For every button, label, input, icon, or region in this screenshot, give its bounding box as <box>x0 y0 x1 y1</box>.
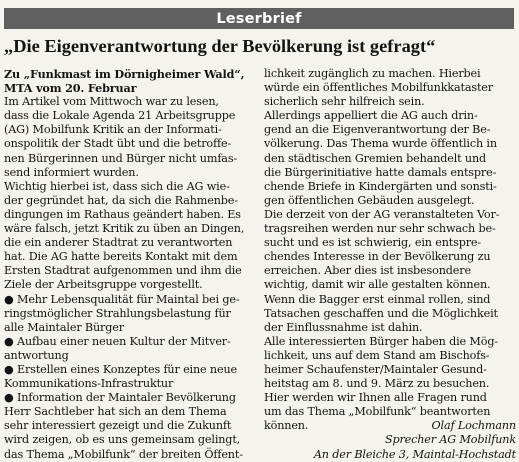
section-banner <box>4 8 514 29</box>
right-column-text-line: der Einflussnahme ist dahin. <box>264 320 423 334</box>
right-column-text-line: chendes Interesse in der Bevölkerung zu <box>264 250 491 264</box>
left-column-text-line: Ziele der Arbeitsgruppe vorgestellt. <box>4 278 203 292</box>
left-column-text-line: Im Artikel vom Mittwoch war zu lesen, <box>4 95 219 109</box>
left-column-text-line: sehr interessiert gezeigt und die Zukunft <box>4 419 232 433</box>
left-column-text-line: antwortung <box>4 348 69 362</box>
right-column-text-line: Allerdings appelliert die AG auch drin- <box>264 109 478 123</box>
right-column-text-line: erreichen. Aber dies ist insbesondere <box>264 264 471 278</box>
left-column-text-line: ringstmöglicher Strahlungsbelastung für <box>4 306 231 320</box>
right-column-text-line: gend an die Eigenverantwortung der Be- <box>264 123 491 137</box>
right-column-text-line: Die derzeit von der AG veranstalteten Vor- <box>264 207 500 221</box>
banner-label: Leserbrief <box>216 10 302 27</box>
right-column-text-line: lichkeit, uns auf dem Stand am Bischofs- <box>264 348 490 362</box>
right-column-text-line: können. <box>264 419 309 433</box>
signature-role: Sprecher AG Mobilfunk <box>384 433 516 447</box>
left-column-text-line: alle Maintaler Bürger <box>4 320 124 334</box>
left-column-text-line: ● Aufbau einer neuen Kultur der Mitver- <box>4 334 231 348</box>
left-column-text-line: send informiert wurden. <box>4 165 139 179</box>
right-column-text-line: Alle interessierten Bürger haben die Mög- <box>264 334 498 348</box>
left-column-text-line: Herr Sachtleber hat sich an dem Thema <box>4 405 227 419</box>
left-column-text-line: dass die Lokale Agenda 21 Arbeitsgruppe <box>4 109 236 123</box>
left-column-text-line: Ersten Stadtrat aufgenommen und ihm die <box>4 264 242 278</box>
right-column-text-line: chende Briefe in Kindergärten und sonsti- <box>264 179 497 193</box>
right-column-text-line: sucht und es ist schwierig, ein entspre- <box>264 236 482 250</box>
right-column-text-line: tragsreihen werden nur sehr schwach be- <box>264 222 496 236</box>
letter-headline: „Die Eigenverantwortung der Bevölkerung ist gefragt“ <box>4 36 436 56</box>
right-column-text-line: heimer Schaufenster/Maintaler Gesund- <box>264 362 487 376</box>
left-column-text-line: Wichtig hierbei ist, dass sich die AG wie- <box>4 179 230 193</box>
left-column-text-line: MTA vom 20. Februar <box>4 81 137 96</box>
right-column-text-line: Wenn die Bagger erst einmal rollen, sind <box>264 292 491 306</box>
left-column-text-line: wird zeigen, ob es uns gemeinsam gelingt, <box>4 433 241 447</box>
right-column-text-line: Hier werden wir Ihnen alle Fragen rund <box>264 391 487 405</box>
right-column-text-line: lichkeit zugänglich zu machen. Hierbei <box>264 67 481 80</box>
left-column-text-line: Kommunikations-Infrastruktur <box>4 377 174 391</box>
right-column-text-line: den städtischen Gremien behandelt und <box>264 151 487 165</box>
right-column-text-line: die Bürgerinitiative hatte damals entspre- <box>264 165 497 179</box>
left-column-text-line: das Thema „Mobilfunk“ der breiten Öffent- <box>4 447 243 461</box>
left-column-text-line: nen Bürgerinnen und Bürger nicht umfas- <box>4 151 238 165</box>
right-column-text-line: völkerung. Das Thema wurde öffentlich in <box>264 137 497 151</box>
right-column-text-line: um das Thema „Mobilfunk“ beantworten <box>264 405 491 419</box>
right-column-text-line: sicherlich sehr hilfreich sein. <box>264 95 425 109</box>
left-column-text-line: (AG) Mobilfunk Kritik an der Informati- <box>4 123 222 137</box>
left-column-text-line: onspolitik der Stadt übt und die betroffe- <box>4 137 232 151</box>
signature-name: Olaf Lochmann <box>431 419 516 433</box>
left-column-text-line: hat. Die AG hatte bereits Kontakt mit dem <box>4 250 238 264</box>
right-column-text-line: wichtig, damit wir alle gestalten können. <box>264 278 491 292</box>
right-column-text-line: gen öffentlichen Gebäuden ausgelegt. <box>264 193 475 207</box>
signature-address: An der Bleiche 3, Maintal-Hochstadt <box>313 447 516 461</box>
left-column-text-line: Zu „Funkmast im Dörnigheimer Wald“, <box>4 67 245 81</box>
left-column-text-line: der gegründet hat, da sich die Rahmenbe- <box>4 193 238 207</box>
left-column-text-line: ● Information der Maintaler Bevölkerung <box>4 391 236 405</box>
right-text-column <box>264 67 516 462</box>
left-column-text-line: ● Mehr Lebensqualität für Maintal bei ge- <box>4 292 240 306</box>
right-column-text-line: würde ein öffentliches Mobilfunkkataster <box>264 81 493 95</box>
left-column-text-line: dingungen im Rathaus geändert haben. Es <box>4 207 241 221</box>
left-column-text-line: die ein anderer Stadtrat zu verantworten <box>4 236 233 250</box>
left-text-column <box>4 67 257 462</box>
right-column-text-line: heitstag am 8. und 9. März zu besuchen. <box>264 377 490 391</box>
right-column-text-line: Tatsachen geschaffen und die Möglichkeit <box>264 306 498 320</box>
left-column-text-line: ● Erstellen eines Konzeptes für eine neue <box>4 362 237 376</box>
left-column-text-line: wäre falsch, jetzt Kritik zu üben an Dingen, <box>4 222 245 236</box>
